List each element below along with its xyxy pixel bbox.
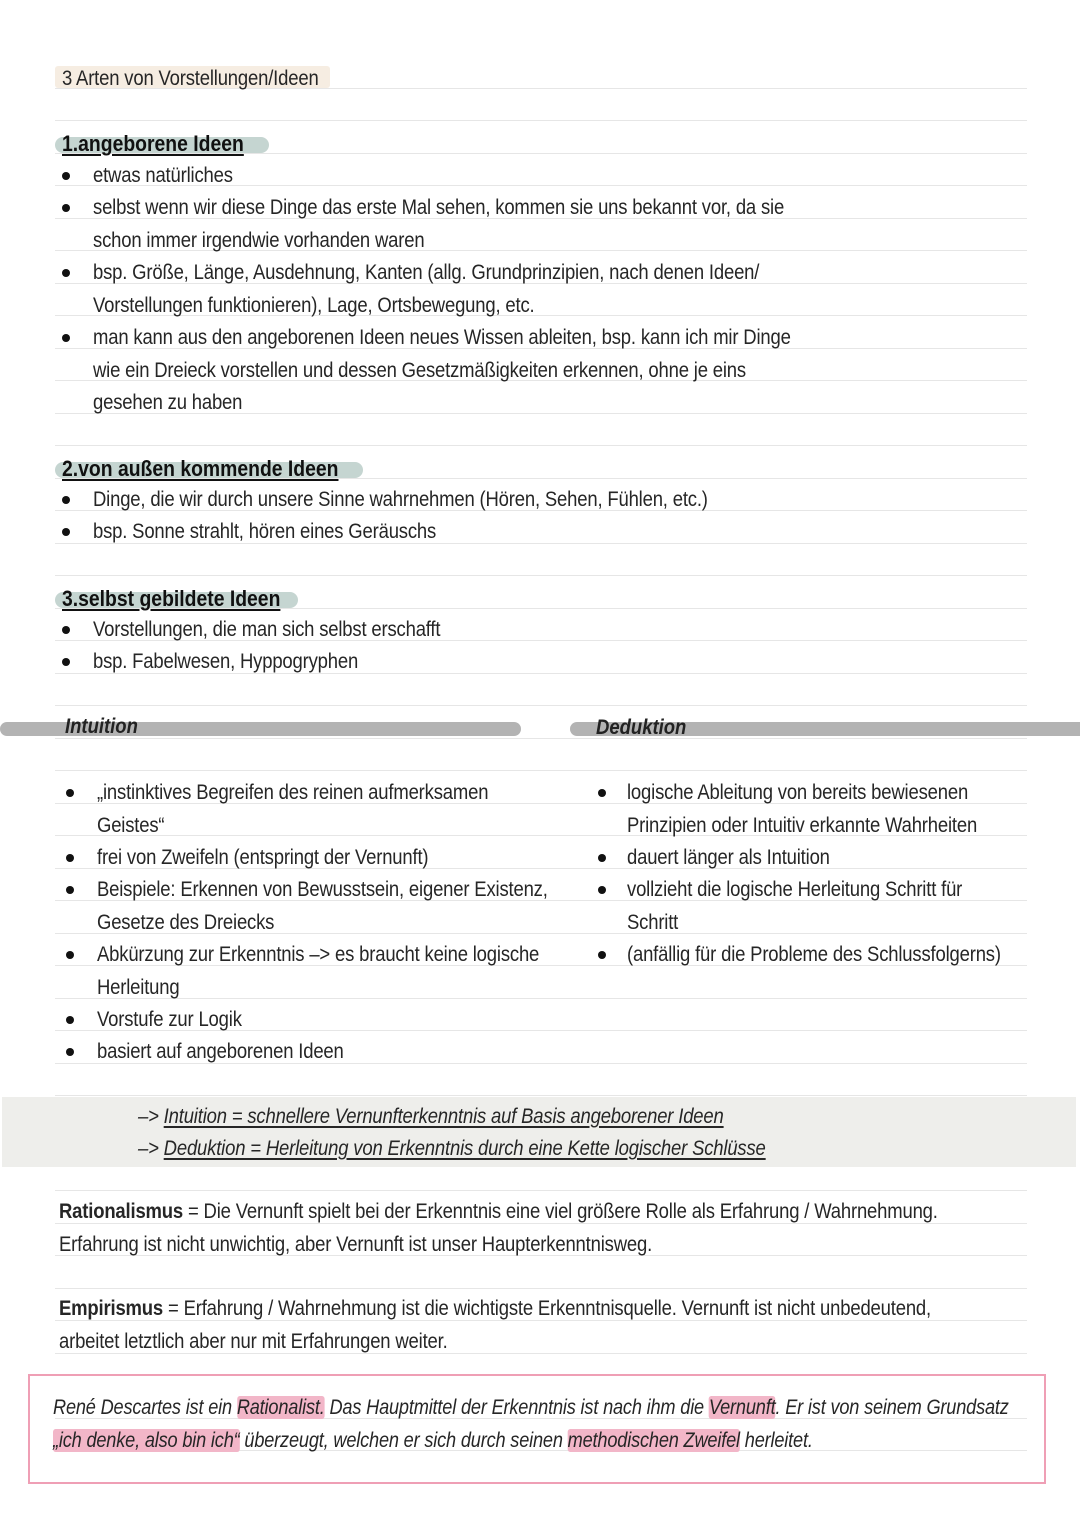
- bullet-dot: [62, 626, 70, 634]
- section1-heading: 1.angeborene Ideen: [62, 131, 244, 156]
- bullet-dot: [66, 789, 74, 797]
- list-item: etwas natürliches: [93, 164, 233, 187]
- rationalismus-term: Rationalismus: [59, 1200, 184, 1223]
- bullet-dot: [62, 658, 70, 666]
- bullet-dot: [62, 269, 70, 277]
- bullet-dot: [62, 334, 70, 342]
- deduktion-item: (anfällig für die Probleme des Schlussfolgerns): [627, 943, 1001, 966]
- rationalismus-definition: Rationalismus = Die Vernunft spielt bei der Erkenntnis eine viel größere Rolle als Erfahrung / Wahrnehmung.: [59, 1200, 938, 1223]
- bullet-dot: [66, 1016, 74, 1024]
- list-item: bsp. Sonne strahlt, hören eines Geräuschs: [93, 520, 437, 543]
- rationalismus-definition-continuation: Erfahrung ist nicht unwichtig, aber Vernunft ist unser Haupterkenntnisweg.: [59, 1233, 653, 1256]
- intuition-item: Vorstufe zur Logik: [97, 1008, 242, 1031]
- intuition-item-continuation: Gesetze des Dreiecks: [97, 911, 275, 934]
- deduktion-item: vollzieht die logische Herleitung Schritt für: [627, 878, 963, 901]
- deduktion-item: dauert länger als Intuition: [627, 846, 830, 869]
- bullet-dot: [598, 854, 606, 862]
- bullet-dot: [62, 204, 70, 212]
- summary-line-intuition: –> Intuition = schnellere Vernunfterkenntnis auf Basis angeborener Ideen: [138, 1105, 724, 1128]
- bullet-dot: [598, 789, 606, 797]
- bullet-dot: [62, 496, 70, 504]
- page-title: 3 Arten von Vorstellungen/Ideen: [62, 67, 319, 90]
- list-item: selbst wenn wir diese Dinge das erste Mal sehen, kommen sie uns bekannt vor, da sie: [93, 196, 785, 219]
- highlight-rationalist: Rationalist.: [236, 1396, 325, 1419]
- intuition-item: „instinktives Begreifen des reinen aufmerksamen: [97, 781, 489, 804]
- intuition-item-continuation: Herleitung: [97, 976, 180, 999]
- highlight-methodischer-zweifel: methodischen Zweifel: [567, 1429, 740, 1452]
- highlight-cogito: „ich denke, also bin ich“: [53, 1429, 240, 1452]
- descartes-text-line2: „ich denke, also bin ich“ überzeugt, welchen er sich durch seinen methodischen Zweifel herleitet.: [53, 1429, 813, 1452]
- deduktion-item: logische Ableitung von bereits bewiesenen: [627, 781, 969, 804]
- deduktion-item-continuation: Prinzipien oder Intuitiv erkannte Wahrheiten: [627, 814, 978, 837]
- list-item: Vorstellungen, die man sich selbst erschafft: [93, 618, 441, 641]
- intuition-item-continuation: Geistes“: [97, 814, 165, 837]
- empirismus-term: Empirismus: [59, 1297, 164, 1320]
- list-item-continuation: gesehen zu haben: [93, 391, 243, 414]
- summary-line-deduktion: –> Deduktion = Herleitung von Erkenntnis durch eine Kette logischer Schlüsse: [138, 1137, 766, 1160]
- bullet-dot: [66, 951, 74, 959]
- intuition-item: Beispiele: Erkennen von Bewusstsein, eigener Existenz,: [97, 878, 548, 901]
- list-item: bsp. Größe, Länge, Ausdehnung, Kanten (allg. Grundprinzipien, nach denen Ideen/: [93, 261, 760, 284]
- list-item-continuation: schon immer irgendwie vorhanden waren: [93, 229, 425, 252]
- empirismus-definition: Empirismus = Erfahrung / Wahrnehmung ist die wichtigste Erkenntnisquelle. Vernunft ist nicht unbedeutend,: [59, 1297, 931, 1320]
- descartes-text-line1: René Descartes ist ein Rationalist. Das Hauptmittel der Erkenntnis ist nach ihm die Vernunft. Er ist von seinem Grundsatz: [53, 1396, 1009, 1419]
- section2-heading: 2.von außen kommende Ideen: [62, 456, 339, 481]
- deduktion-item-continuation: Schritt: [627, 911, 679, 934]
- bullet-dot: [66, 886, 74, 894]
- list-item-continuation: wie ein Dreieck vorstellen und dessen Gesetzmäßigkeiten erkennen, ohne je eins: [93, 359, 746, 382]
- bullet-dot: [66, 854, 74, 862]
- empirismus-definition-continuation: arbeitet letztlich aber nur mit Erfahrungen weiter.: [59, 1330, 448, 1353]
- intuition-item: Abkürzung zur Erkenntnis –> es braucht keine logische: [97, 943, 540, 966]
- deduktion-heading: Deduktion: [596, 716, 687, 739]
- list-item-continuation: Vorstellungen funktionieren), Lage, Ortsbewegung, etc.: [93, 294, 535, 317]
- list-item: bsp. Fabelwesen, Hyppogryphen: [93, 650, 359, 673]
- intuition-heading: Intuition: [65, 715, 138, 738]
- list-item: Dinge, die wir durch unsere Sinne wahrnehmen (Hören, Sehen, Fühlen, etc.): [93, 488, 708, 511]
- bullet-dot: [66, 1048, 74, 1056]
- bullet-dot: [598, 886, 606, 894]
- list-item: man kann aus den angeborenen Ideen neues Wissen ableiten, bsp. kann ich mir Dinge: [93, 326, 791, 349]
- bullet-dot: [62, 172, 70, 180]
- section3-heading: 3.selbst gebildete Ideen: [62, 586, 281, 611]
- highlight-vernunft: Vernunft: [708, 1396, 776, 1419]
- bullet-dot: [62, 528, 70, 536]
- intuition-item: frei von Zweifeln (entspringt der Vernunft): [97, 846, 429, 869]
- intuition-item: basiert auf angeborenen Ideen: [97, 1040, 344, 1063]
- bullet-dot: [598, 951, 606, 959]
